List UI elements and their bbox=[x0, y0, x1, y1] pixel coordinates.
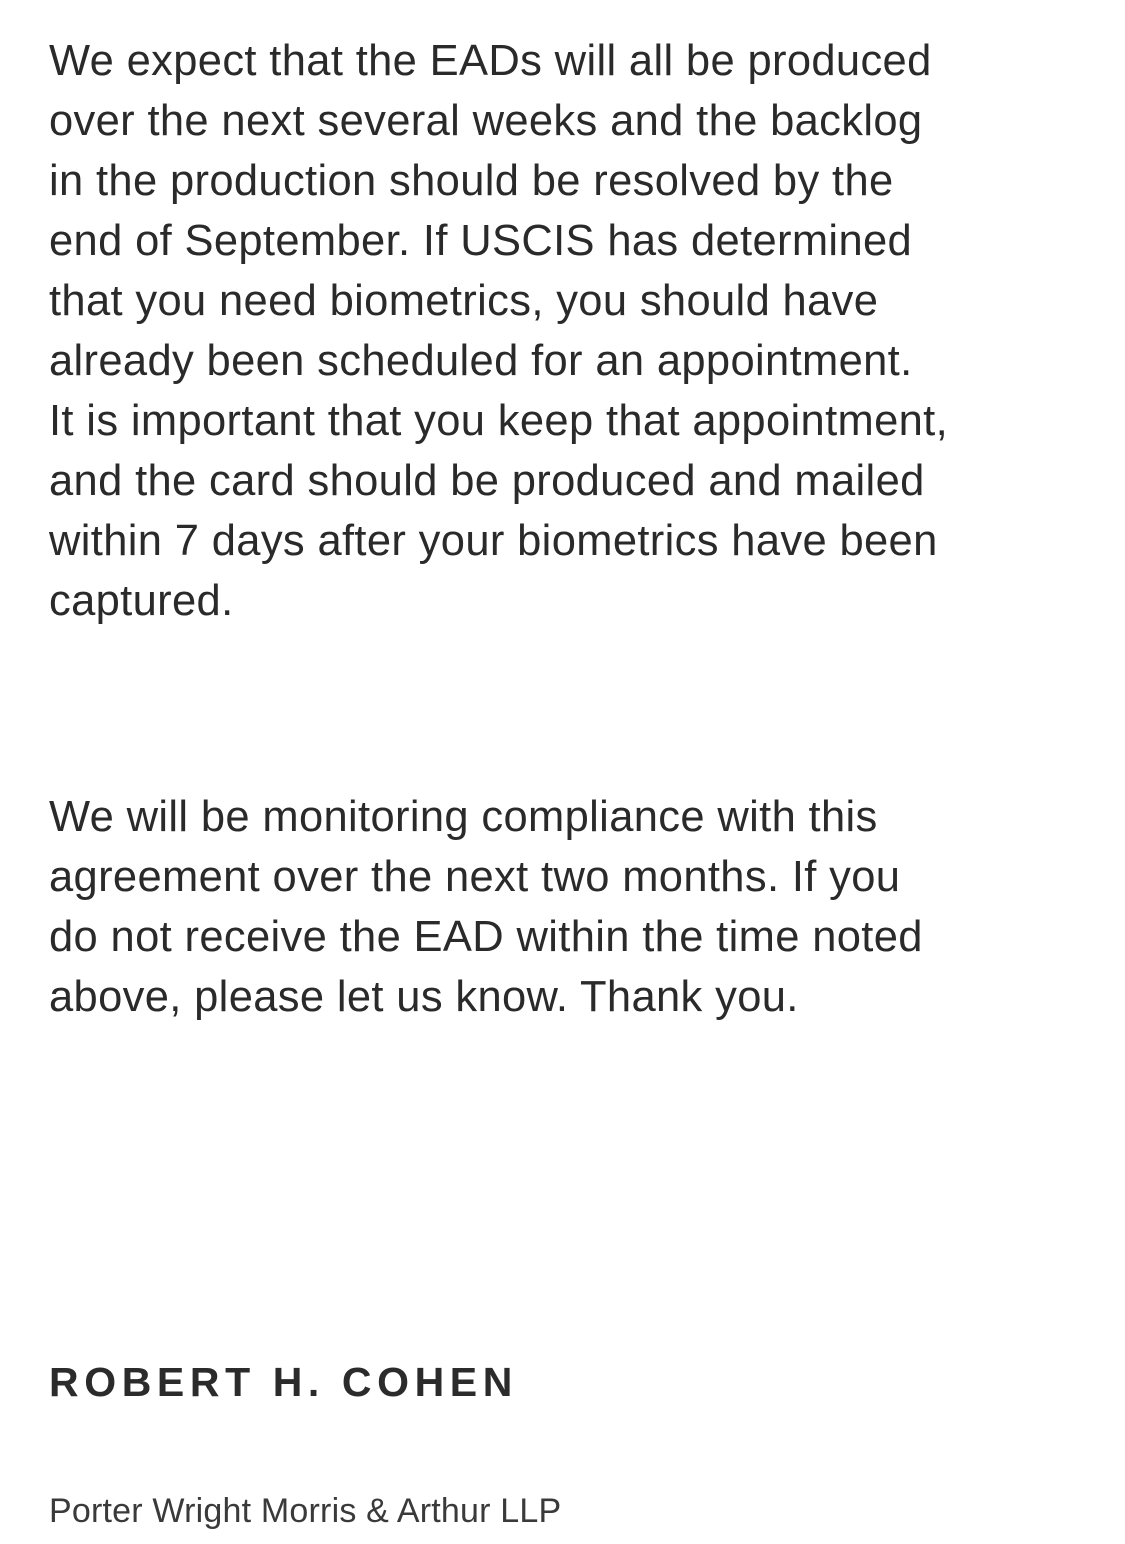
paragraph-1-line: in the production should be resolved by the bbox=[49, 157, 894, 205]
paragraph-2-line: above, please let us know. Thank you. bbox=[49, 973, 799, 1021]
paragraph-1-line: end of September. If USCIS has determined bbox=[49, 217, 913, 265]
paragraph-1-line: captured. bbox=[49, 577, 234, 625]
paragraph-2-line: do not receive the EAD within the time noted bbox=[49, 913, 923, 961]
paragraph-2-line: agreement over the next two months. If you bbox=[49, 853, 901, 901]
paragraph-1-line: that you need biometrics, you should have bbox=[49, 277, 879, 325]
paragraph-2-line: We will be monitoring compliance with this bbox=[49, 793, 878, 841]
paragraph-1-line: already been scheduled for an appointment. bbox=[49, 337, 913, 385]
paragraph-1-line: within 7 days after your biometrics have been bbox=[49, 517, 938, 565]
paragraph-1-line: over the next several weeks and the backlog bbox=[49, 97, 923, 145]
signature-firm: Porter Wright Morris & Arthur LLP bbox=[49, 1492, 562, 1530]
signature-name: ROBERT H. COHEN bbox=[49, 1359, 518, 1405]
paragraph-1-line: We expect that the EADs will all be produced bbox=[49, 37, 932, 85]
paragraph-1-line: It is important that you keep that appointment, bbox=[49, 397, 949, 445]
paragraph-1-line: and the card should be produced and mailed bbox=[49, 457, 925, 505]
